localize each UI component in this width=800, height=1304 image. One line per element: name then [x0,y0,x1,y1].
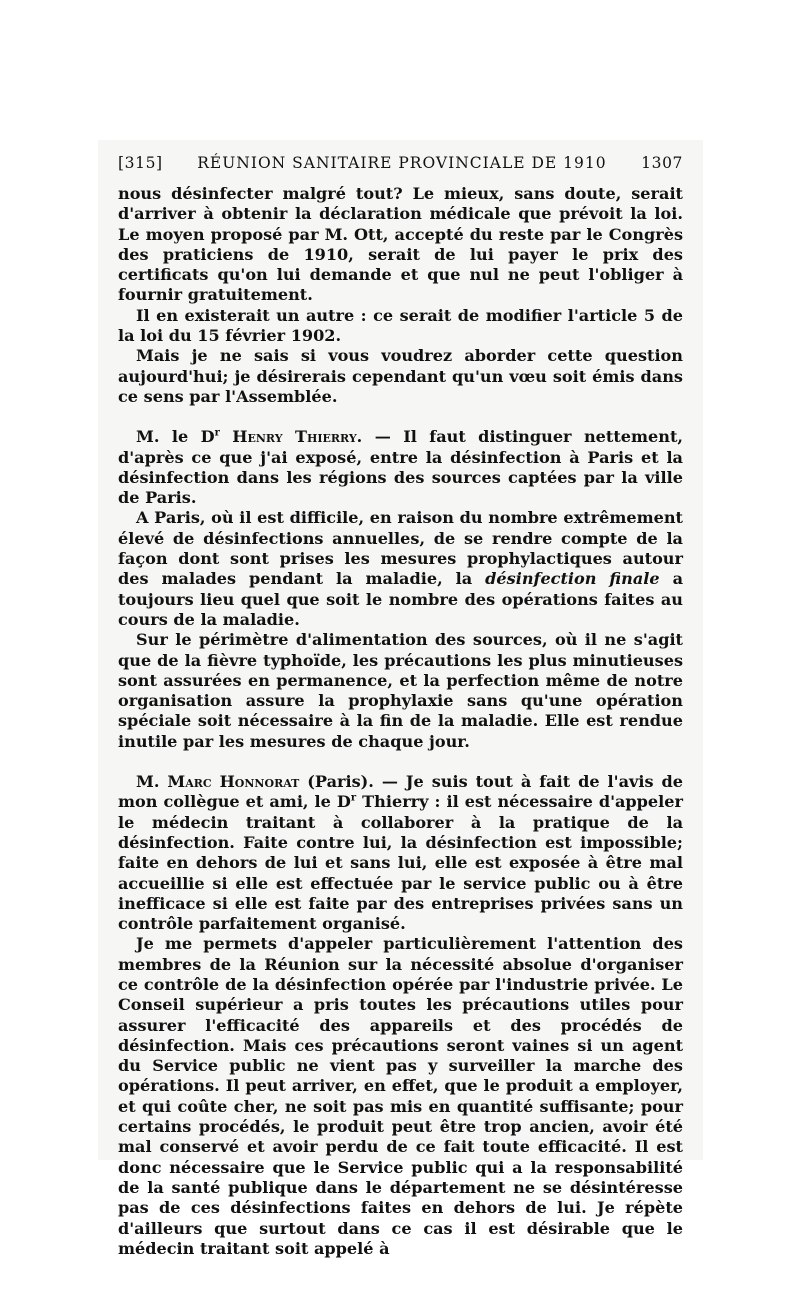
running-title: RÉUNION SANITAIRE PROVINCIALE DE 1910 [197,154,607,172]
speaker-prefix: M. le D [136,427,215,447]
thierry-text: — Il faut distinguer nettement, d'après ce que j'ai exposé, entre la désinfection à Paris et la désinfection dans les régions des sources captées par la ville de Paris. [118,427,684,508]
paris-text-a: A Paris, où il est difficile, en raison du nombre extrêmement élevé de désinfections annuelles, de se rendre compte de la façon dont sont prises les mesures prophylactiques autour des malades pendant la maladie, la [118,508,683,589]
paragraph-3: Mais je ne sais si vous voudrez aborder cette question aujourd'hui; je désirerais cependant qu'un vœu soit émis dans ce sens par l'Assemblée. [118,346,683,406]
paragraph-sources: Sur le périmètre d'alimentation des sources, où il ne s'agit que de la fièvre typhoïde, les précautions les plus minutieuses sont assurées en permanence, et la perfection même de notre organisation assure la prophylaxie sans qu'une opération spéciale soit nécessaire à la fin de la maladie. Elle est rendue inutile par les mesures de chaque jour. [118,630,683,751]
paris-text-b: a toujours lieu quel que soit le nombre des opérations faites au cours de la maladie. [118,569,683,629]
speaker-name-thierry: Henry Thierry. [232,427,363,447]
section-gap [118,752,683,772]
honnorat-text-a: (Paris). — Je suis tout à fait de l'avis de mon collègue et ami, le D [118,772,684,812]
section-gap [118,407,683,427]
speaker-prefix: M. [136,772,168,792]
page-ref-left: [315] [118,154,163,172]
paragraph-honnorat-intro [118,772,683,934]
doctor-superscript: r [214,427,220,439]
page-number: 1307 [641,154,683,172]
paragraph-paris [118,508,683,630]
paragraph-2: Il en existerait un autre : ce serait de modifier l'article 5 de la loi du 15 février 1902. [118,305,683,346]
paragraph-1: nous désinfecter malgré tout? Le mieux, sans doute, serait d'arriver à obtenir la déclaration médicale que prévoit la loi. Le moyen proposé par M. Ott, accepté du reste par le Congrès des praticiens de 1910, serait de lui payer le prix des certificats qu'on lui demande et que nul ne peut l'obliger à fournir gratuitement. [118,184,683,305]
running-header [118,154,683,172]
italic-term: désinfection finale [485,569,660,589]
paragraph-thierry-intro [118,427,683,508]
honnorat-text-b: Thierry : il est nécessaire d'appeler le médecin traitant à collaborer à la pratique de la désinfection. Faite contre lui, la désinfection est impossible; faite en dehors de lui et sans lui, elle est exposée à être mal accueillie si elle est effectuée par le service public ou à être inefficace si elle est faite par des entreprises privées sans un contrôle parfaitement organisé. [118,792,683,934]
page-content [118,154,683,1259]
scanned-page [98,140,703,1258]
paragraph-control: Je me permets d'appeler particulièrement l'attention des membres de la Réunion sur la nécessité absolue d'organiser ce contrôle de la désinfection opérée par l'industrie privée. Le Conseil supérieur a pris toutes les précautions utiles pour assurer l'efficacité des appareils et des procédés de désinfection. Mais ces précautions seront vaines si un agent du Service public ne vient pas y surveiller la marche des opérations. Il peut arriver, en effet, que le produit a employer, et qui coûte cher, ne soit pas mis en quantité suffisante; pour certains procédés, le produit peut être trop ancien, avoir été mal conservé et avoir perdu de ce fait toute efficacité. Il est donc nécessaire que le Service public qui a la responsabilité de la santé publique dans le département ne se désintéresse pas de ces désinfections faites en dehors de lui. Je répète d'ailleurs que surtout dans ce cas il est désirable que le médecin traitant soit appelé à [118,934,683,1258]
speaker-name-honnorat: Marc Honnorat [167,772,300,792]
doctor-superscript: r [350,792,357,804]
